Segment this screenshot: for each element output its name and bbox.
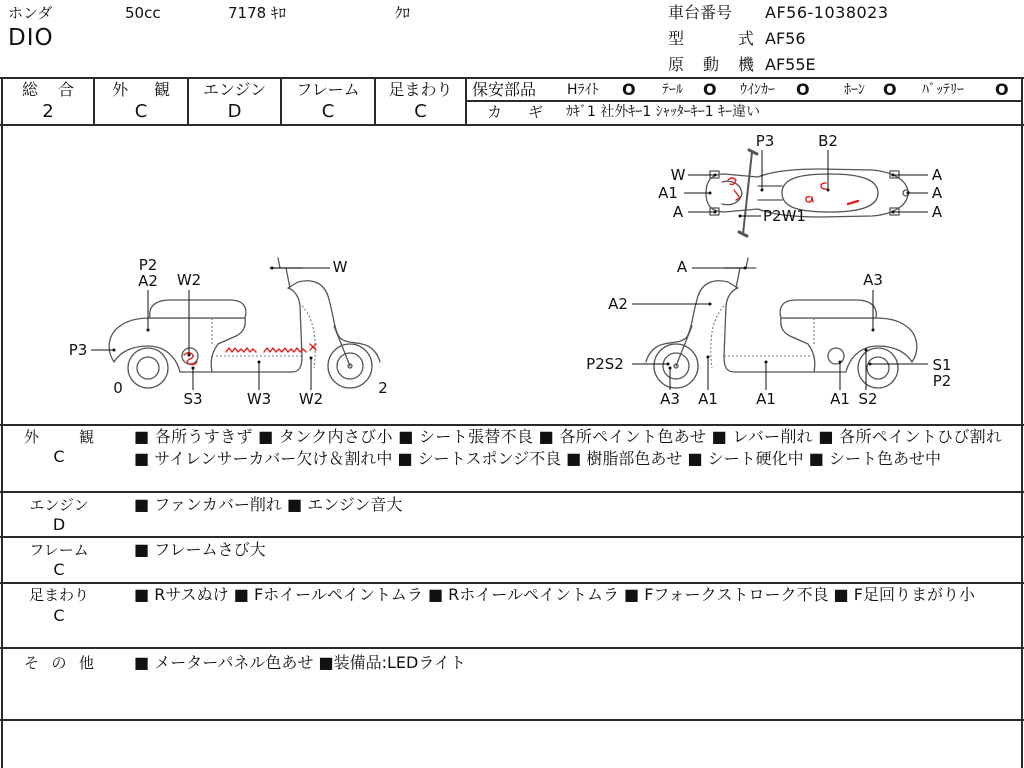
comment-label-frame: フレーム	[29, 541, 89, 559]
damage-label: A1	[698, 390, 718, 408]
safety-status-horn: O	[883, 80, 897, 99]
grade-label-exterior: 外 観	[112, 80, 170, 99]
safety-item-winker: ｳｲﾝｶｰ	[740, 82, 775, 98]
top-handlebar	[743, 152, 752, 234]
safety-item-battery: ﾊﾞｯﾃﾘｰ	[922, 82, 964, 98]
damage-label: S3	[183, 390, 203, 408]
damage-label: P3	[755, 132, 775, 150]
divider	[0, 536, 1024, 538]
damage-label: S1	[932, 356, 952, 374]
damage-label: S2	[858, 390, 878, 408]
damage-label: P2	[138, 256, 158, 274]
damage-mark	[821, 183, 826, 189]
safety-status-tail: O	[703, 80, 717, 99]
grade-label-overall: 総 合	[22, 80, 74, 99]
grade-label-suspension: 足まわり	[388, 80, 453, 99]
grade-value-suspension: C	[414, 101, 427, 122]
damage-label: A	[931, 184, 943, 202]
comment-label-engine: エンジン	[29, 496, 89, 514]
comment-label-exterior: 外 観	[24, 428, 94, 446]
damage-label: A	[676, 258, 688, 276]
damage-label: A1	[658, 184, 678, 202]
frame-number-label: 車台番号	[668, 3, 733, 22]
grade-value-engine: D	[227, 101, 242, 122]
safety-item-horn: ﾎｰﾝ	[844, 82, 865, 98]
damage-mark	[734, 190, 740, 200]
comment-grade-exterior: C	[53, 447, 65, 466]
comment-grade-frame: C	[53, 560, 65, 579]
damage-label: A1	[756, 390, 776, 408]
damage-diagram	[0, 126, 1024, 424]
comment-text-engine: ■ ファンカバー削れ ■ エンジン音大	[134, 495, 403, 514]
top-view-drawing	[706, 150, 909, 236]
safety-item-headlight: Hﾗｲﾄ	[567, 82, 599, 98]
damage-mark	[264, 348, 306, 352]
frame-number: AF56-1038023	[765, 3, 889, 22]
damage-label: 0	[113, 379, 123, 397]
comment-grade-engine: D	[52, 515, 66, 534]
damage-label: P2	[932, 372, 952, 390]
keys-value: ｶｷﾞ1 社外ｷｰ1 ｼｬｯﾀｰｷｰ1 ｷｰ違い	[566, 104, 761, 120]
comment-label-suspension: 足まわり	[28, 586, 89, 604]
damage-label: P3	[68, 341, 88, 359]
damage-mark	[226, 348, 256, 352]
type-label: 型 式	[668, 29, 754, 48]
damage-label: B2	[818, 132, 838, 150]
damage-label: W2	[298, 390, 324, 408]
safety-status-winker: O	[796, 80, 810, 99]
comment-label-other: そ の 他	[24, 654, 94, 672]
comment-grade-suspension: C	[53, 606, 65, 625]
damage-label: P2W1	[763, 207, 806, 225]
damage-label: W3	[246, 390, 272, 408]
grade-value-exterior: C	[134, 101, 148, 122]
safety-status-battery: O	[995, 80, 1009, 99]
type-value: AF56	[765, 29, 806, 48]
mileage: 7178 ｷﾛ	[228, 4, 286, 22]
damage-label: 2	[378, 379, 388, 397]
damage-label: A	[931, 203, 943, 221]
damage-label: A2	[138, 272, 158, 290]
grade-label-frame: フレーム	[296, 80, 360, 99]
maker: ホンダ	[8, 4, 53, 22]
damage-label: A3	[863, 271, 883, 289]
safety-item-tail: ﾃｰﾙ	[662, 82, 683, 98]
color: ｸﾛ	[395, 4, 411, 22]
keys-label: カ ギ	[487, 103, 543, 121]
divider	[0, 719, 1024, 721]
comment-text-other: ■ メーターパネル色あせ ■装備品:LEDライト	[134, 653, 466, 672]
safety-status-headlight: O	[622, 80, 636, 99]
engine-value: AF55E	[765, 55, 816, 74]
safety-parts-label: 保安部品	[472, 80, 537, 99]
model-name: DIO	[8, 25, 54, 51]
damage-label: A2	[608, 295, 628, 313]
damage-label: A	[931, 166, 943, 184]
damage-label: W	[670, 166, 686, 184]
damage-mark	[848, 201, 858, 204]
damage-label: P2S2	[586, 355, 624, 373]
comment-text-exterior: ■ 各所うすきず ■ タンク内さび小 ■ シート張替不良 ■ 各所ペイント色あせ ■ レバー削れ ■ 各所ペイントひび割れ ■ サイレンサーカバー欠け＆割れ中 ■ シートスポンジ不良 ■ 樹脂部色あせ ■ シート硬化中 ■ シート色あせ中	[134, 427, 1002, 468]
comment-text-suspension: ■ Rサスぬけ ■ Fホイールペイントムラ ■ Rホイールペイントムラ ■ Fフォークストローク不良 ■ F足回りまがり小	[134, 585, 975, 604]
damage-label: A3	[660, 390, 680, 408]
damage-label: W2	[176, 271, 202, 289]
grade-value-frame: C	[321, 101, 335, 122]
damage-mark	[806, 197, 813, 203]
damage-label: A	[672, 203, 684, 221]
divider	[0, 77, 1024, 79]
divider	[0, 491, 1024, 493]
displacement: 50cc	[125, 4, 161, 22]
comment-text-frame: ■ フレームさび大	[134, 540, 266, 559]
damage-label: W	[332, 258, 348, 276]
engine-label: 原 動 機	[668, 55, 754, 74]
damage-label: A1	[830, 390, 850, 408]
divider	[0, 647, 1024, 649]
grade-value-overall: 2	[42, 101, 54, 122]
grade-label-engine: エンジン	[202, 80, 267, 99]
